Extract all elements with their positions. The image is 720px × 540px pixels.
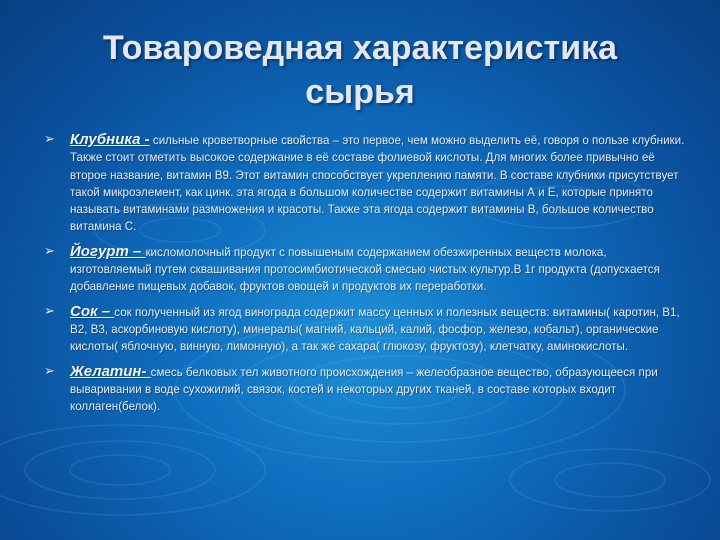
arrowhead-bullet-icon: ➢ (44, 363, 55, 379)
list-item-text (70, 303, 689, 356)
list-item-yogurt (44, 243, 689, 296)
slide-title-line-1: Товароведная характеристика (102, 29, 618, 67)
list-item-strawberry (44, 131, 689, 236)
list-item-term: Йогурт – (70, 242, 146, 260)
arrowhead-bullet-icon: ➢ (44, 243, 55, 259)
list-item-term: Клубника - (70, 131, 150, 148)
list-item-text (70, 363, 689, 416)
list-item-description: сок полученный из ягод винограда содержит массу ценных и полезных веществ: витамины( каротин, В1, В2, В3, аскорбиновую кислоту), минералы( магний, кальций, калий, фосфор, железо, кобальт), органические кислоты( яблочную, винную, лимонную), а так же сахара( глюкозу, фруктозу), клетчатку, аминокислоты. (70, 305, 680, 354)
arrowhead-bullet-icon: ➢ (44, 132, 55, 147)
list-item-gelatin (44, 363, 689, 416)
bullet-list (44, 131, 689, 422)
list-item-term: Желатин- (70, 362, 151, 380)
list-item-description: сильные кроветворные свойства – это первое, чем можно выделить её, говоря о пользе клубники. Также стоит отметить высокое содержание в её составе фолиевой кислоты. Для многих более привычно её второе название, витамин В9. Этот витамин способствует укреплению памяти. В составе клубники присутствует такой микроэлемент, как цинк. эта ягода в большом количестве содержит витамины А и Е, которые принято называть витаминами размножения и красоты. Также эта ягода содержит витамины В, большое количество витамина С. (70, 134, 685, 234)
list-item-juice (44, 303, 689, 356)
list-item-text (70, 243, 689, 296)
list-item-description: смесь белковых тел животного происхождения – желеобразное вещество, образующееся при вываривании в воде сухожилий, связок, костей и некоторых других тканей, в составе которых входит коллаген(белок). (70, 365, 658, 414)
slide-title-line-2: сырья (305, 73, 415, 111)
list-item-text (70, 131, 689, 236)
slide-title (60, 26, 660, 114)
list-item-description: кисломолочный продукт с повышеным содержанием обезжиренных веществ молока, изготовляемый путем сквашивания протосимбиотической смесью чистых культур.В 1г продукта (допускается добавление пищевых добавок, фруктов овощей и продуктов их переработки. (70, 245, 660, 294)
arrowhead-bullet-icon: ➢ (44, 303, 55, 319)
list-item-term: Сок – (70, 302, 115, 320)
